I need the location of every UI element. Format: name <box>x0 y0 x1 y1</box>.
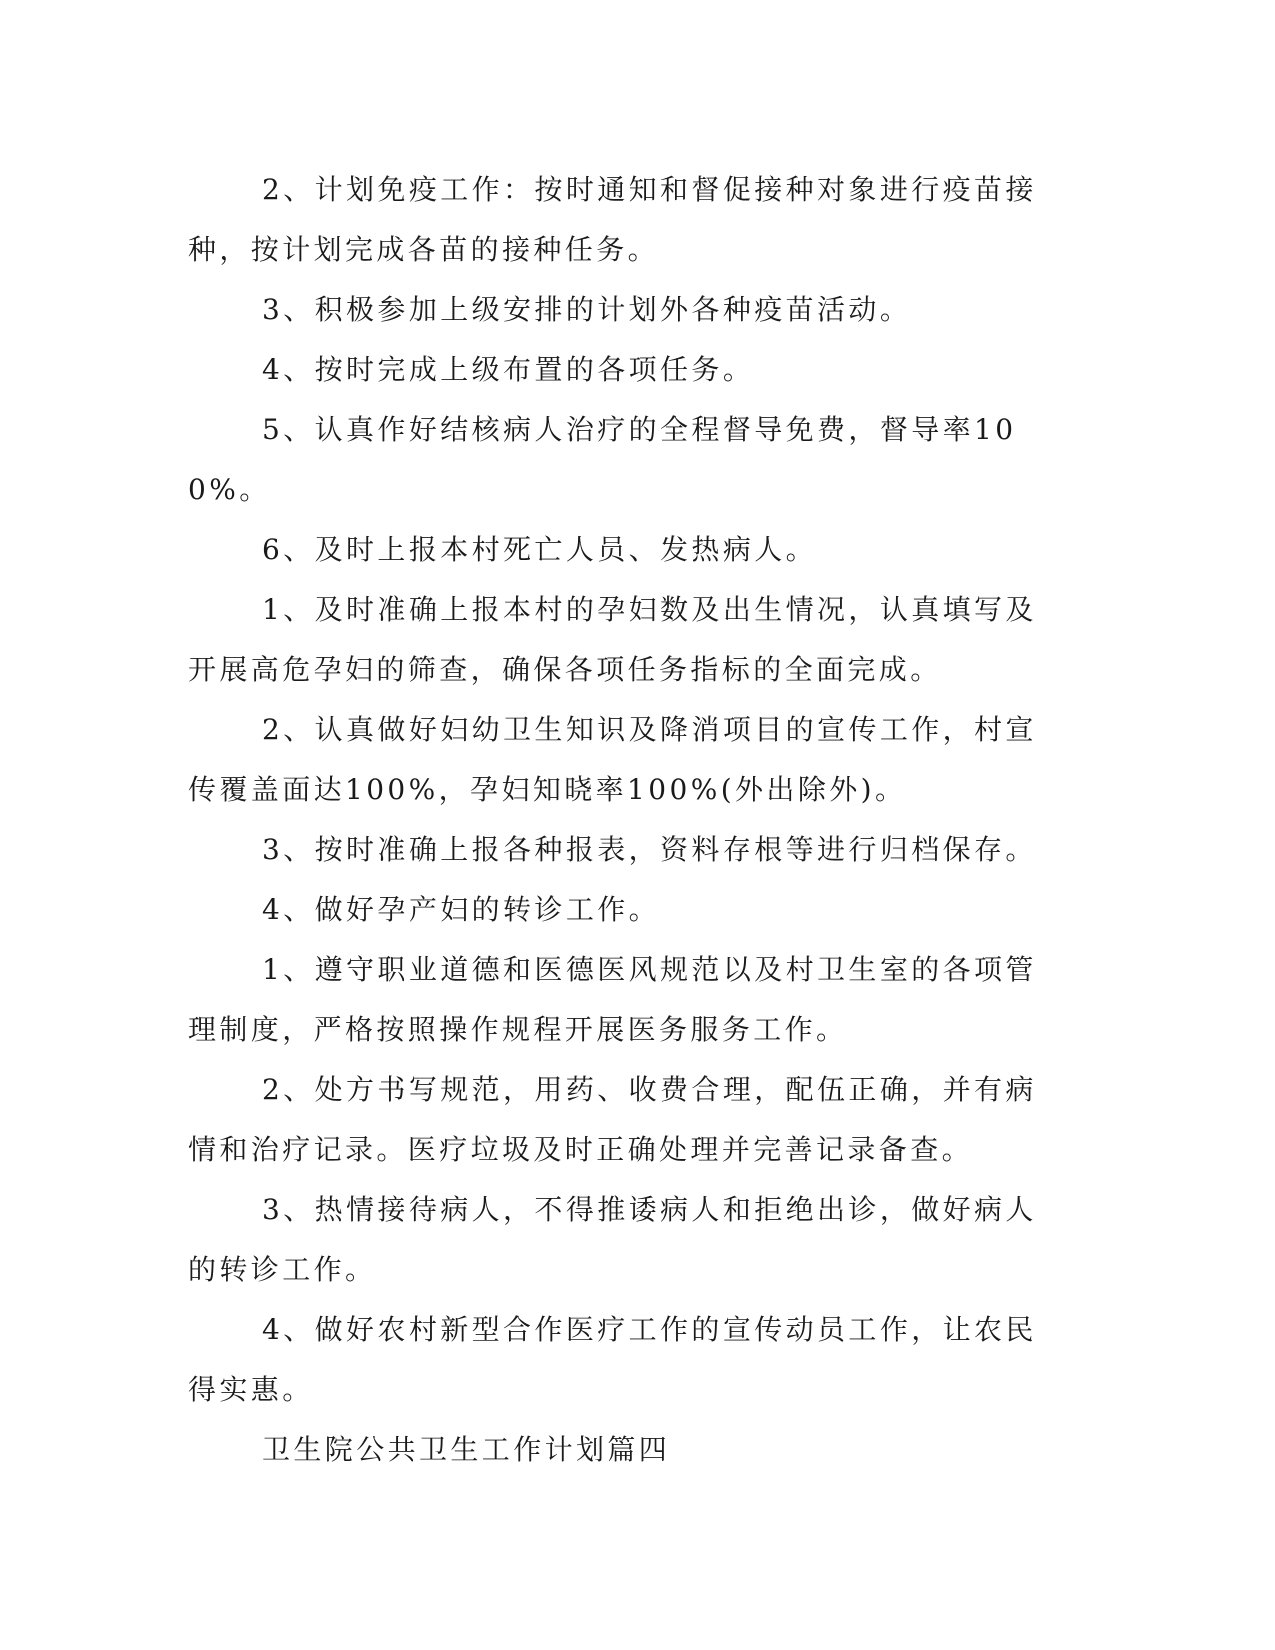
paragraph: 6、及时上报本村死亡人员、发热病人。 <box>262 533 818 566</box>
paragraph: 5、认真作好结核病人治疗的全程督导免费，督导率100%。 <box>188 413 1017 506</box>
paragraph: 2、计划免疫工作：按时通知和督促接种对象进行疫苗接种，按计划完成各苗的接种任务。 <box>188 173 1037 266</box>
paragraph: 1、遵守职业道德和医德医风规范以及村卫生室的各项管理制度，严格按照操作规程开展医务服务工作。 <box>188 953 1037 1046</box>
paragraph: 4、做好孕产妇的转诊工作。 <box>262 893 661 926</box>
document-body <box>188 160 1056 1480</box>
paragraph: 3、按时准确上报各种报表，资料存根等进行归档保存。 <box>262 833 1037 866</box>
paragraph: 2、认真做好妇幼卫生知识及降消项目的宣传工作，村宣传覆盖面达100%，孕妇知晓率100%(外出除外)。 <box>188 713 1037 806</box>
paragraph: 1、及时准确上报本村的孕妇数及出生情况，认真填写及开展高危孕妇的筛查，确保各项任务指标的全面完成。 <box>188 593 1037 686</box>
paragraph: 4、做好农村新型合作医疗工作的宣传动员工作，让农民得实惠。 <box>188 1313 1037 1406</box>
paragraph: 4、按时完成上级布置的各项任务。 <box>262 353 755 386</box>
section-heading: 卫生院公共卫生工作计划篇四 <box>262 1433 671 1466</box>
paragraph: 2、处方书写规范，用药、收费合理，配伍正确，并有病情和治疗记录。医疗垃圾及时正确处理并完善记录备查。 <box>188 1073 1037 1166</box>
paragraph: 3、热情接待病人，不得推诿病人和拒绝出诊，做好病人的转诊工作。 <box>188 1193 1037 1286</box>
paragraph: 3、积极参加上级安排的计划外各种疫苗活动。 <box>262 293 912 326</box>
